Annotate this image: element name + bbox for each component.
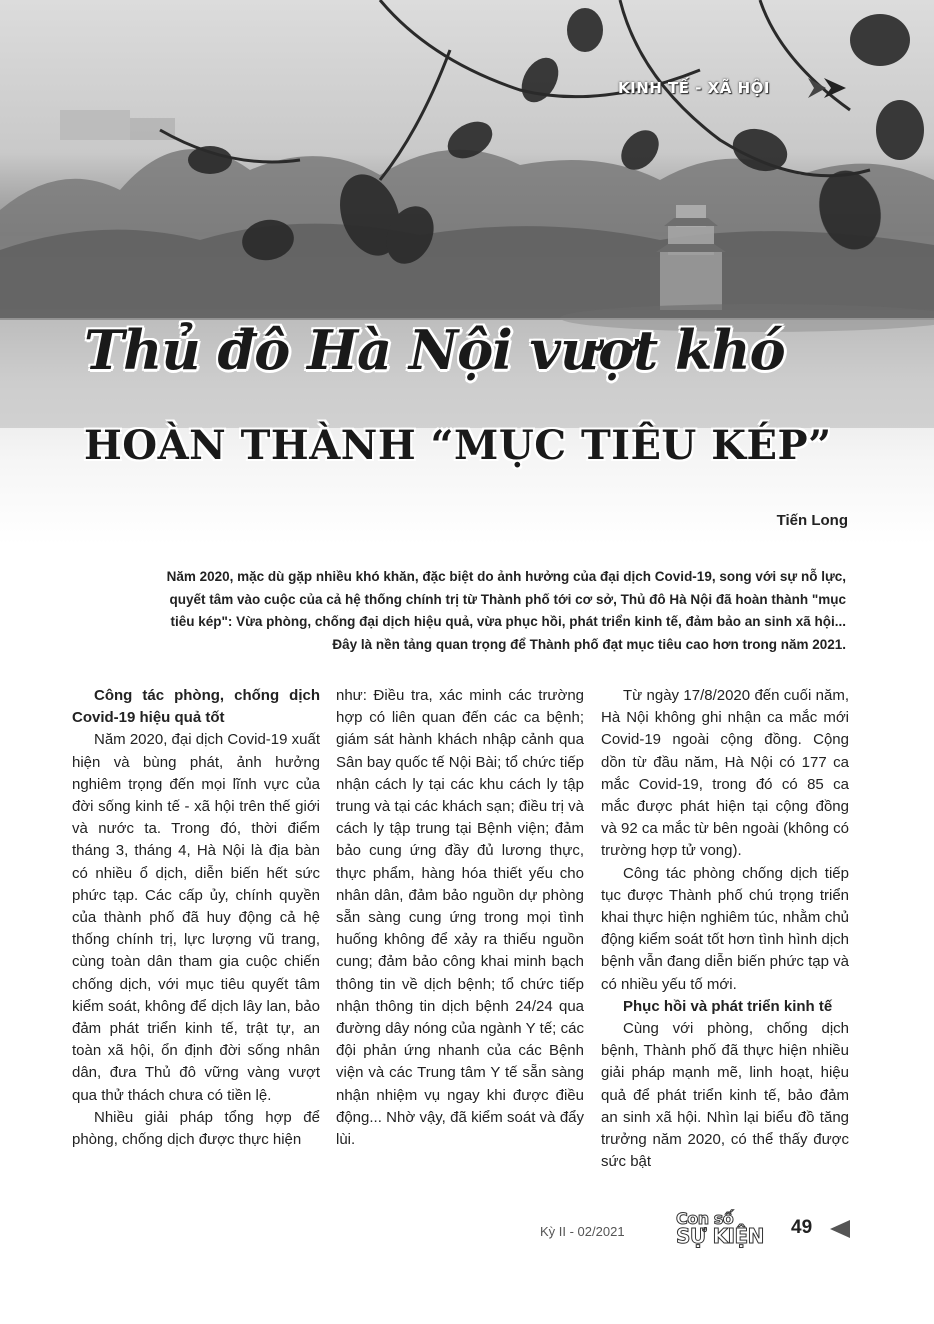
arrow-left-icon [828,1220,850,1238]
magazine-logo-top: Con số [676,1209,734,1228]
paragraph: Năm 2020, đại dịch Covid-19 xuất hiện và bùng phát, ảnh hưởng nghiêm trọng đến mọi lĩnh vực của đời sống kinh tế - xã hội trên thế giới và nước ta. Trong đó, thời điểm tháng 3, tháng 4, Hà Nội là địa bàn có nhiều ổ dịch, diễn biến hết sức phức tạp. Các cấp ủy, chính quyền của thành phố đã huy động cả hệ thống chính trị, lực lượng vũ trang, cùng toàn dân tham gia cuộc chiến chống dịch, với mục tiêu quyết tâm kiểm soát, không để dịch lây lan, bảo đảm phát triển kinh tế, trật tự, an toàn xã hội, ổn định đời sống nhân dân, đưa Thủ đô vững vàng vượt qua thử thách chưa có tiền lệ. [72,731,320,1104]
section-label: KINH TẾ - XÃ HỘI [618,79,770,97]
article-title-script: Thủ đô Hà Nội vượt khó [84,318,785,382]
page-number: 49 [791,1217,813,1238]
paragraph: Từ ngày 17/8/2020 đến cuối năm, Hà Nội không ghi nhận ca mắc mới Covid-19 ngoài cộng đồng. Cộng dồn từ đầu năm, Hà Nội có 177 ca mắc Covid-19, trong đó có 85 ca mắc được phát hiện tại cộng đồng và 92 ca mắc từ bên ngoài (không có trường hợp tử vong). [601,687,849,860]
author-byline: Tiến Long [776,512,848,529]
chevron-right-icon [806,76,850,100]
magazine-logo-bottom: SỰ KIỆN [676,1224,764,1248]
paragraph: Công tác phòng chống dịch tiếp tục được Thành phố chú trọng triển khai thực hiện nghiêm túc, nhằm chủ động kiểm soát tốt hơn tình hình dịch bệnh vẫn đang diễn biến phức tạp và có nhiều yếu tố mới. [601,864,849,993]
text-column-3 [601,685,849,1173]
issue-label: Kỳ II - 02/2021 [540,1224,625,1239]
section-heading-covid: Công tác phòng, chống dịch Covid-19 hiệu quả tốt [72,687,320,727]
text-column-1 [72,685,320,1151]
hero-photo [0,0,934,545]
section-heading-economy: Phục hồi và phát triển kinh tế [623,997,833,1015]
paragraph: Cùng với phòng, chống dịch bệnh, Thành phố đã thực hiện nhiều giải pháp mạnh mẽ, linh hoạt, hiệu quả để phát triển kinh tế, bảo đảm an sinh xã hội. Nhìn lại biểu đồ tăng trưởng năm 2020, có thể thấy được sức bật [601,1020,849,1171]
paragraph: như: Điều tra, xác minh các trường hợp có liên quan đến các ca bệnh; giám sát hành khách nhập cảnh qua Sân bay quốc tế Nội Bài; tổ chức tiếp nhận cách ly tại các khu cách ly tập trung và tại các khách sạn; điều trị và cách ly tập trung tại Bệnh viện; đảm bảo cung ứng đầy đủ lương thực, thực phẩm, hàng hóa thiết yếu cho nhân dân, đảm bảo nguồn dự phòng sẵn sàng cung ứng trong mọi tình huống không để xảy ra thiếu nguồn cung; đảm bảo công khai minh bạch thông tin về dịch bệnh; tổ chức tiếp nhận thông tin dịch bệnh 24/24 qua đường dây nóng của ngành Y tế; các đội phản ứng nhanh của các Bệnh viện và các Trung tâm Y tế sẵn sàng nhận nhiệm vụ ngay khi được điều động... Nhờ vậy, đã kiểm soát và đẩy lùi. [336,687,584,1149]
paragraph: Nhiều giải pháp tổng hợp để phòng, chống dịch được thực hiện [72,1108,320,1149]
article-lede: Năm 2020, mặc dù gặp nhiều khó khăn, đặc biệt do ảnh hưởng của đại dịch Covid-19, song với sự nỗ lực, quyết tâm vào cuộc của cả hệ thống chính trị từ Thành phố tới cơ sở, Thủ đô Hà Nội đã hoàn thành "mục tiêu kép": Vừa phòng, chống đại dịch hiệu quả, vừa phục hồi, phát triển kinh tế, đảm bảo an sinh xã hội... Đây là nền tảng quan trọng để Thành phố đạt mục tiêu cao hơn trong năm 2021. [166,569,846,652]
text-column-2 [336,685,584,1151]
article-title-caps: HOÀN THÀNH “MỤC TIÊU KÉP” [84,422,832,469]
